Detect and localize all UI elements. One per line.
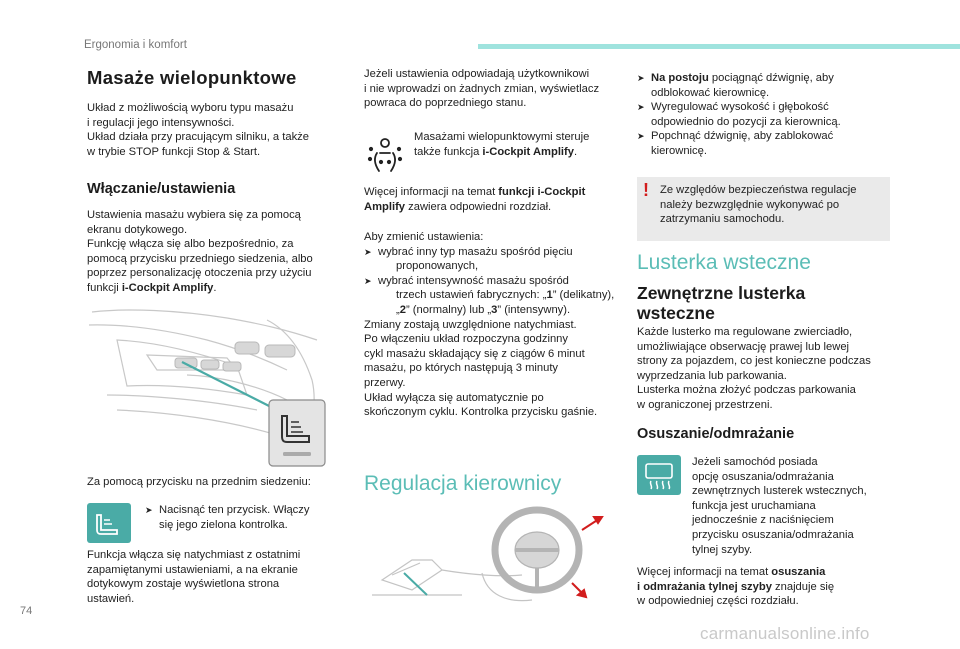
settings-timeout-text	[364, 67, 617, 111]
watermark: carmanualsonline.info	[700, 624, 870, 643]
massage-intro	[87, 101, 327, 159]
text-line: Amplify zawiera odpowiedni rozdział.	[364, 200, 552, 213]
bullet-arrow-icon: ➤	[364, 275, 372, 286]
text-line: w ograniczonej przestrzeni.	[637, 398, 773, 411]
text-line: proponowanych,	[396, 260, 479, 273]
exterior-mirrors-heading: Zewnętrzne lusterka wsteczne	[637, 283, 806, 323]
text-line: Układ z możliwością wyboru typu masażu	[87, 102, 294, 114]
text-line: funkcji i-Cockpit Amplify.	[87, 281, 217, 294]
text-line: wybrać inny typ masażu spośród pięciu	[378, 245, 573, 258]
list-item	[637, 71, 890, 100]
text-line: Lusterka można złożyć podczas parkowania	[637, 384, 856, 397]
text-line: powraca do poprzedniego stanu.	[364, 97, 527, 110]
bullet-arrow-icon: ➤	[637, 102, 645, 113]
text-line: Jeżeli samochód posiada	[692, 456, 818, 468]
text-line: się jego zielona kontrolka.	[159, 518, 288, 531]
defrost-text	[692, 455, 892, 557]
text-line: Masażami wielopunktowymi steruje	[414, 131, 590, 143]
bullet-arrow-icon: ➤	[364, 246, 372, 257]
text-line: Na postoju pociągnąć dźwignię, aby	[651, 72, 834, 84]
activation-text	[87, 208, 327, 296]
text-line: umożliwiające obserwację prawej lub lewej	[637, 340, 850, 353]
mirror-defrost-icon	[637, 455, 681, 495]
text-line: Układ działa przy pracującym silniku, a także	[87, 131, 309, 144]
text-line: odblokować kierownicę.	[651, 86, 770, 99]
text-line: przerwy.	[364, 376, 406, 389]
front-seat-button-text	[87, 475, 327, 490]
bullet-arrow-icon: ➤	[145, 505, 153, 515]
text-line: tylnej szyby.	[692, 543, 753, 556]
text-line: Wyregulować wysokość i głębokość	[651, 101, 829, 114]
bullet-arrow-icon: ➤	[637, 73, 645, 83]
text-line: dotykowym zostaje wyświetlona strona	[87, 578, 280, 591]
text-line: kierownicę.	[651, 144, 707, 157]
activation-result-text	[87, 548, 327, 606]
chapter-title-mirrors: Lusterka wsteczne	[637, 251, 811, 274]
text-line: Każde lusterko ma regulowane zwierciadło,	[637, 326, 853, 338]
safety-warning-box	[637, 177, 890, 241]
steering-chapter	[364, 472, 617, 496]
text-line: Nacisnąć ten przycisk. Włączy	[159, 504, 310, 516]
section-title: Ergonomia i komfort	[84, 39, 187, 51]
bullet-arrow-icon: ➤	[637, 131, 645, 142]
text-line: masażu, po których następują 3 minuty	[364, 362, 559, 375]
change-settings-block	[364, 230, 617, 420]
steering-wheel-illustration	[372, 505, 612, 605]
text-line: i odmrażania tylnej szyby znajduje się	[637, 580, 835, 593]
chapter-title-steering: Regulacja kierownicy	[364, 472, 562, 495]
activation-heading: Włączanie/ustawienia	[87, 181, 236, 197]
text-line: Jeżeli ustawienia odpowiadają użytkownikowi	[364, 68, 590, 80]
text-line: i nie wprowadzi on żadnych zmian, wyświetlacz	[364, 82, 600, 95]
text-line: wyprzedzania lub parkowania.	[637, 369, 787, 382]
text-line: odpowiednio do pozycji za kierownicą.	[651, 115, 841, 128]
page-number: 74	[20, 605, 33, 617]
text-line: trzech ustawień fabrycznych: „1” (delikatny),	[396, 289, 615, 302]
exterior-mirrors-heading-block	[637, 283, 890, 323]
text-line: ustawień.	[87, 592, 135, 605]
text-line: „2” (normalny) lub „3” (intensywny).	[396, 303, 571, 316]
text-line: pomocą przycisku przedniego siedzenia, albo	[87, 252, 313, 265]
massage-person-icon	[367, 135, 403, 177]
list-item	[364, 245, 617, 274]
text-line: poprzez personalizację otoczenia przy użyciu	[87, 267, 312, 280]
warning-icon: !	[643, 180, 649, 200]
text-line: strony za pojazdem, co jest konieczne podczas	[637, 355, 871, 368]
text-line: Więcej informacji na temat funkcji i-Cockpit	[364, 186, 586, 198]
text-line: opcję osuszania/odmrażania	[692, 470, 834, 483]
text-line: w odpowiedniej części rozdziału.	[637, 595, 799, 608]
seat-button-icon	[87, 503, 131, 543]
text-line: w trybie STOP funkcji Stop & Start.	[87, 145, 261, 158]
list-item	[637, 100, 890, 129]
text-line: zatrzymaniu samochodu.	[660, 213, 785, 226]
step-press-button	[145, 503, 345, 532]
text-line: Po włączeniu układ rozpoczyna godzinny	[364, 333, 568, 346]
text-line: wybrać intensywność masażu spośród	[378, 274, 569, 287]
defrost-more-info	[637, 565, 890, 609]
text-line: Za pomocą przycisku na przednim siedzeniu:	[87, 476, 311, 488]
text-line: ekranu dotykowego.	[87, 223, 188, 236]
massage-title-block	[87, 67, 327, 89]
text-line: skończonym cyklu. Kontrolka przycisku gaśnie.	[364, 406, 598, 419]
i-cockpit-note	[414, 130, 619, 159]
text-line: Układ wyłącza się automatycznie po	[364, 391, 544, 404]
text-line: i regulacji jego intensywności.	[87, 116, 235, 129]
text-line: Zmiany zostają uwzględnione natychmiast.	[364, 318, 577, 331]
text-line: Popchnąć dźwignię, aby zablokować	[651, 130, 834, 143]
text-line: należy bezwzględnie wykonywać po	[660, 198, 840, 211]
list-item	[364, 274, 617, 318]
text-line: cykl masażu składający się z ciągów 6 minut	[364, 347, 585, 360]
text-line: zapamiętanymi ustawieniami, a na ekranie	[87, 563, 298, 576]
text-line: Ustawienia masażu wybiera się za pomocą	[87, 209, 301, 221]
defrost-heading: Osuszanie/odmrażanie	[637, 426, 795, 442]
list-item	[637, 129, 890, 158]
text-line: zewnętrznych lusterek wstecznych,	[692, 485, 867, 498]
text-line: jednocześnie z naciśnięciem	[692, 514, 834, 527]
header-accent-bar	[478, 44, 960, 49]
seat-illustration	[87, 300, 337, 470]
text-line: także funkcja i-Cockpit Amplify.	[414, 145, 578, 158]
activation-heading-block	[87, 180, 327, 198]
steering-steps	[637, 71, 890, 159]
text-line: przycisku osuszania/odmrażania	[692, 528, 854, 541]
text-line: Ze względów bezpieczeństwa regulacje	[660, 184, 857, 196]
text-line: Więcej informacji na temat osuszania	[637, 566, 826, 578]
more-info-text	[364, 185, 617, 214]
text-line: funkcja jest uruchamiana	[692, 499, 816, 512]
mirrors-chapter	[637, 251, 890, 275]
text-line: Aby zmienić ustawienia:	[364, 231, 484, 243]
text-line: Funkcję włącza się albo bezpośrednio, za	[87, 238, 294, 251]
mirrors-text	[637, 325, 890, 413]
page-title: Masaże wielopunktowe	[87, 67, 297, 88]
defrost-heading-block	[637, 425, 890, 443]
text-line: Funkcja włącza się natychmiast z ostatnimi	[87, 549, 301, 561]
